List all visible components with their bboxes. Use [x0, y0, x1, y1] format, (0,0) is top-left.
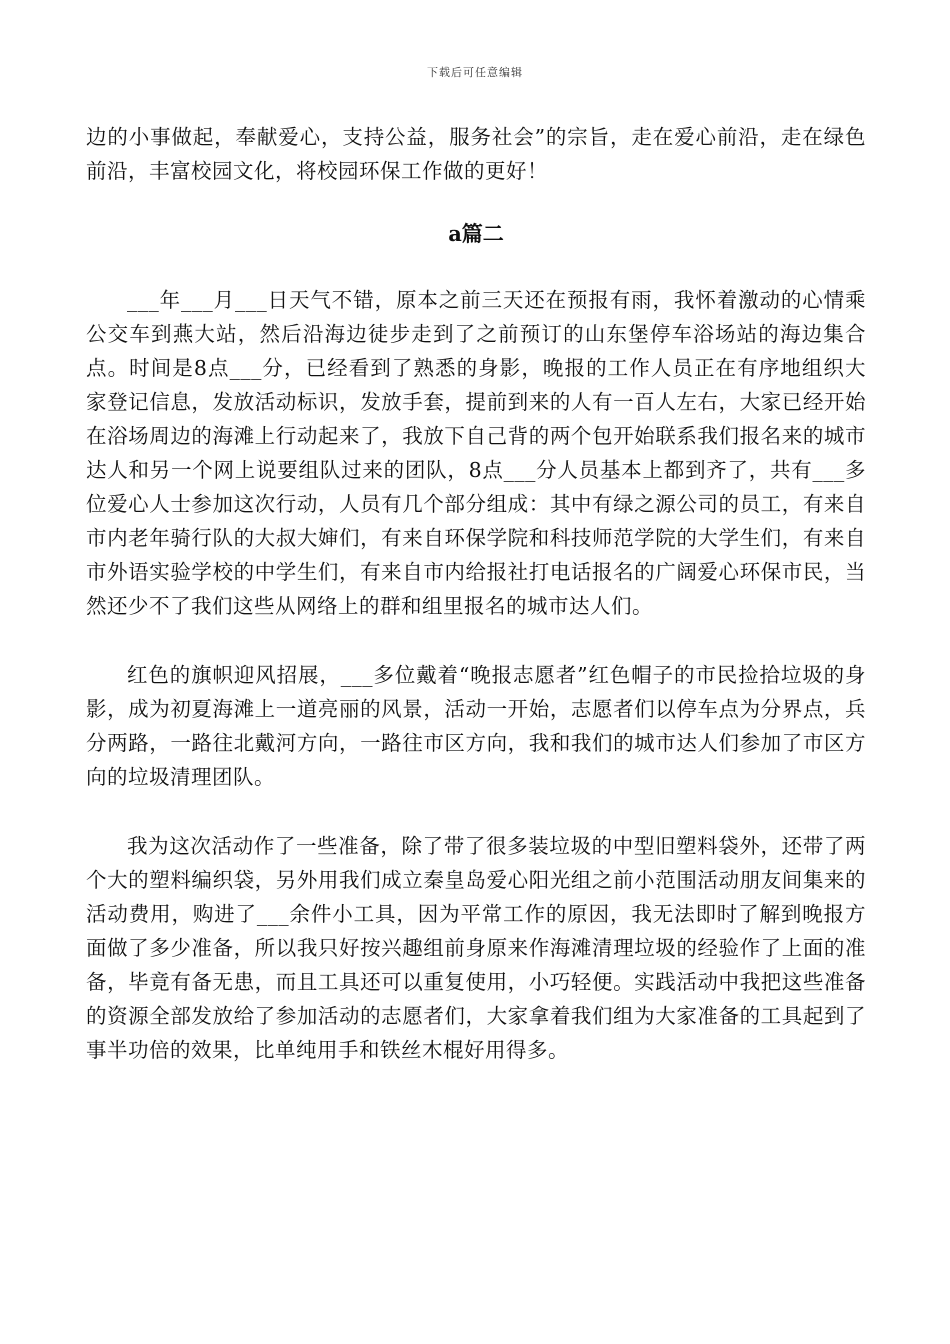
body-paragraph-3: 我为这次活动作了一些准备，除了带了很多装垃圾的中型旧塑料袋外，还带了两个大的塑料编织袋，另外用我们成立秦皇岛爱心阳光组之前小范围活动朋友间集来的活动费用，购进了___余件小工具，因为平常工作的原因，我无法即时了解到晚报方面做了多少准备，所以我只好按兴趣组前身原来作海滩清理垃圾的经验作了上面的准备，毕竟有备无患，而且工具还可以重复使用，小巧轻便。实践活动中我把这些准备的资源全部发放给了参加活动的志愿者们，大家拿着我们组为大家准备的工具起到了事半功倍的效果，比单纯用手和铁丝木棍好用得多。 [86, 834, 866, 1062]
page-header: 下载后可任意编辑 [427, 66, 523, 79]
body-paragraph-2: 红色的旗帜迎风招展，___多位戴着“晚报志愿者”红色帽子的市民捡拾垃圾的身影，成为初夏海滩上一道亮丽的风景，活动一开始，志愿者们以停车点为分界点，兵分两路，一路往北戴河方向，一路往市区方向，我和我们的城市达人们参加了市区方向的垃圾清理团队。 [86, 663, 866, 789]
body-paragraph-1: ___年___月___日天气不错，原本之前三天还在预报有雨，我怀着激动的心情乘公交车到燕大站，然后沿海边徒步走到了之前预订的山东堡停车浴场站的海边集合点。时间是8点___分，已经看到了熟悉的身影，晚报的工作人员正在有序地组织大家登记信息，发放活动标识，发放手套，提前到来的人有一百人左右，大家已经开始在浴场周边的海滩上行动起来了，我放下自己背的两个包开始联系我们报名来的城市达人和另一个网上说要组队过来的团队，8点___分人员基本上都到齐了，共有___多位爱心人士参加这次行动，人员有几个部分组成：其中有绿之源公司的员工，有来自市内老年骑行队的大叔大婶们，有来自环保学院和科技师范学院的大学生们，有来自市外语实验学校的中学生们，有来自市内给报社打电话报名的广阔爱心环保市民，当然还少不了我们这些从网络上的群和组里报名的城市达人们。 [86, 288, 866, 618]
intro-paragraph: 边的小事做起，奉献爱心，支持公益，服务社会”的宗旨，走在爱心前沿，走在绿色前沿，丰富校园文化，将校园环保工作做的更好！ [86, 125, 866, 183]
document-body [86, 120, 866, 1067]
section-title: a篇二 [448, 221, 504, 246]
